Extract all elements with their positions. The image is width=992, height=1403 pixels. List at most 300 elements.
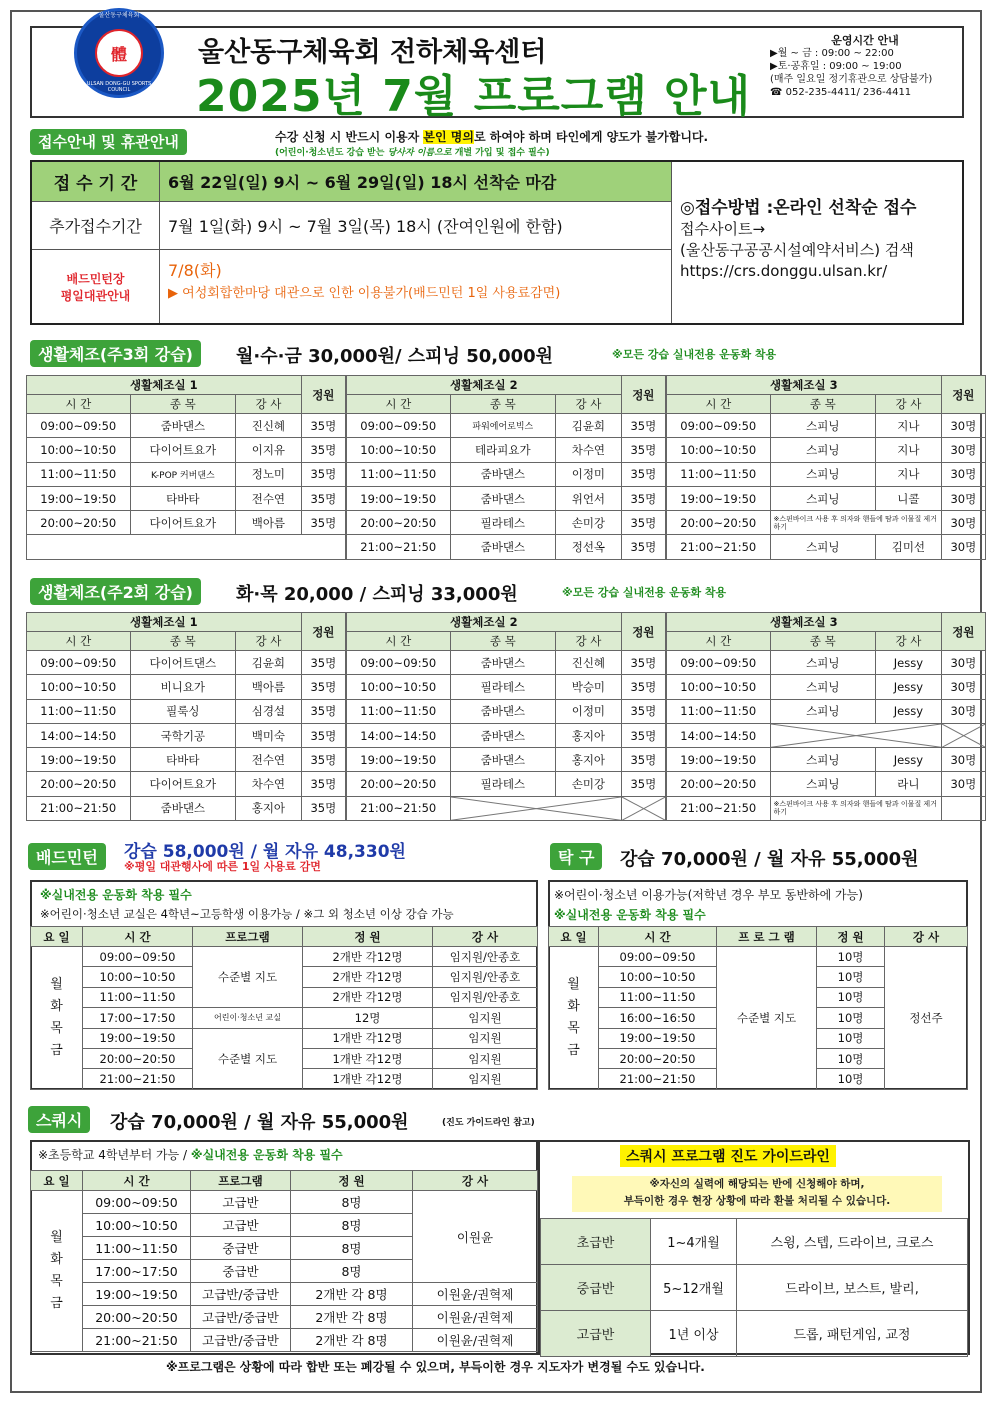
column-header: 요 일 [31, 927, 83, 947]
program-cell: 국학기공 [130, 723, 236, 747]
program-cell: 줌바댄스 [450, 699, 556, 723]
capacity-cell: 2개반 각12명 [303, 947, 433, 967]
guide-row [541, 1265, 968, 1311]
skills-cell: 드롭, 패턴게임, 교정 [737, 1311, 968, 1357]
reg-additional-value: 7월 1일(화) 9시 ~ 7월 3일(목) 18시 (잔여인원에 한함) [168, 217, 563, 236]
column-header: 프로그램 [191, 1171, 291, 1191]
capacity-cell: 35명 [301, 462, 345, 486]
instructor-cell: 이지유 [236, 438, 301, 462]
program-cell: 스피닝 [770, 675, 876, 699]
column-header: 종 목 [770, 395, 876, 414]
capacity-cell: 1개반 각12명 [303, 1028, 433, 1048]
capacity-cell: 35명 [621, 438, 665, 462]
schedule-row [347, 486, 666, 510]
program-cell: K-POP 커버댄스 [130, 462, 236, 486]
time-cell: 10:00~10:50 [667, 438, 771, 462]
reg-additional-row [32, 202, 672, 250]
page-title: 2025년 7월 프로그램 안내 [196, 71, 752, 122]
time-cell: 21:00~21:50 [83, 1329, 191, 1352]
registration-box [30, 160, 964, 325]
capacity-cell: 35명 [301, 675, 345, 699]
schedule-row [667, 462, 986, 486]
time-cell: 20:00~20:50 [347, 772, 451, 796]
capacity-cell: 1개반 각12명 [303, 1048, 433, 1068]
capacity-cell: 30명 [941, 414, 985, 438]
spin-notice: ※스핀바이크 사용 후 의자와 핸들에 땀과 이물질 제거하기 [770, 511, 941, 535]
column-header: 요 일 [31, 1171, 83, 1191]
schedule-row [27, 772, 346, 796]
program-cell: 필라테스 [450, 772, 556, 796]
program-cell: 비니요가 [130, 675, 236, 699]
instructor-cell: 지나 [876, 438, 941, 462]
badminton-price-note: ※평일 대관행사에 따른 1일 사용료 감면 [124, 860, 321, 873]
hours-phone: ☎ 052-235-4411/ 236-4411 [770, 87, 912, 98]
column-header: 강 사 [556, 632, 621, 651]
program-cell: 스피닝 [770, 772, 876, 796]
reg-additional-label: 추가접수기간 [32, 202, 160, 249]
program-cell: 수준별 지도 [717, 947, 817, 1090]
instructor-cell: 김윤희 [556, 414, 621, 438]
tabletennis-table [548, 926, 968, 1090]
instructor-cell: 전수연 [236, 748, 301, 772]
capacity-cell: 8명 [291, 1260, 413, 1283]
method-search: (울산동구공공시설예약서비스) 검색 [680, 241, 914, 259]
program-cell: 줌바댄스 [450, 651, 556, 675]
capacity-cell: 30명 [941, 535, 985, 559]
tabletennis-price: 강습 70,000원 / 월 자유 55,000원 [620, 849, 919, 870]
notice-line1: 수강 신청 시 반드시 이용자 본인 명의로 하여야 하며 타인에게 양도가 불가합니다. [275, 130, 709, 144]
level-cell: 초급반 [541, 1219, 651, 1265]
program-cell: 다이어트요가 [130, 438, 236, 462]
instructor-cell: 홍지아 [236, 796, 301, 820]
time-cell: 19:00~19:50 [667, 486, 771, 510]
capacity-cell: 10명 [817, 1069, 885, 1089]
method-url[interactable]: https://crs.donggu.ulsan.kr/ [680, 262, 888, 280]
column-header: 시 간 [347, 632, 451, 651]
room-name: 생활체조실 2 [347, 376, 622, 395]
method-site: 접수사이트→ [680, 220, 766, 238]
time-cell: 11:00~11:50 [347, 462, 451, 486]
time-cell: 19:00~19:50 [599, 1028, 717, 1048]
footer-note: ※프로그램은 상황에 따라 합반 또는 폐강될 수 있으며, 부득이한 경우 지도자가 변경될 수도 있습니다. [166, 1360, 705, 1374]
badminton-note2: ※어린이·청소년 교실은 4학년~고등학생 이용가능 / ※그 외 청소년 이상 강습 가능 [40, 907, 454, 921]
program-cell: 줌바댄스 [130, 414, 236, 438]
schedule-row [667, 699, 986, 723]
instructor-cell: 임지원/안종호 [433, 947, 538, 967]
registration-method [680, 198, 960, 282]
room-name: 생활체조실 3 [667, 376, 942, 395]
instructor-cell: 임지원 [433, 1048, 538, 1068]
program-cell: 스피닝 [770, 486, 876, 510]
capacity-cell: 30명 [941, 462, 985, 486]
capacity-cell: 35명 [301, 796, 345, 820]
schedule-row [347, 462, 666, 486]
program-cell: 줌바댄스 [450, 748, 556, 772]
logo-ring-bottom: ULSAN DONG-GU SPORTS COUNCIL [86, 81, 152, 93]
capacity-cell: 8명 [291, 1237, 413, 1260]
time-cell: 17:00~17:50 [83, 1008, 193, 1028]
capacity-cell: 10명 [817, 987, 885, 1007]
time-cell: 14:00~14:50 [27, 723, 131, 747]
capacity-cell: 35명 [301, 511, 345, 535]
capacity-cell [941, 796, 985, 820]
program-cell: 중급반 [191, 1260, 291, 1283]
time-cell: 21:00~21:50 [667, 796, 771, 820]
f3-room3-table [666, 375, 986, 560]
time-cell: 11:00~11:50 [27, 462, 131, 486]
column-header: 시 간 [599, 927, 717, 947]
time-cell: 20:00~20:50 [83, 1048, 193, 1068]
program-cell: 고급반/중급반 [191, 1306, 291, 1329]
time-cell: 21:00~21:50 [347, 535, 451, 559]
schedule-row [667, 438, 986, 462]
capacity-header: 정원 [941, 376, 985, 414]
column-header: 시 간 [27, 395, 131, 414]
column-header: 정 원 [291, 1171, 413, 1191]
program-cell: 타바타 [130, 486, 236, 510]
capacity-cell: 35명 [301, 438, 345, 462]
instructor-cell: 백미숙 [236, 723, 301, 747]
time-cell: 14:00~14:50 [667, 723, 771, 747]
time-cell: 09:00~09:50 [347, 651, 451, 675]
time-cell: 20:00~20:50 [599, 1048, 717, 1068]
column-header: 강 사 [433, 927, 538, 947]
capacity-cell: 30명 [941, 651, 985, 675]
capacity-cell: 2개반 각 8명 [291, 1329, 413, 1352]
skills-cell: 드라이브, 보스트, 발리, [737, 1265, 968, 1311]
fitness3-price: 월·수·금 30,000원/ 스피닝 50,000원 [236, 346, 554, 367]
time-cell: 10:00~10:50 [599, 967, 717, 987]
column-header: 종 목 [130, 632, 236, 651]
schedule-row [667, 535, 986, 559]
schedule-row [667, 511, 986, 535]
instructor-cell: 전수연 [236, 486, 301, 510]
tabletennis-note2: ※실내전용 운동화 착용 필수 [554, 908, 706, 922]
schedule-row [667, 486, 986, 510]
guide-row [541, 1219, 968, 1265]
time-cell: 10:00~10:50 [347, 438, 451, 462]
level-cell: 중급반 [541, 1265, 651, 1311]
notice-tag: 접수안내 및 휴관안내 [30, 129, 187, 155]
instructor-cell: Jessy [876, 651, 941, 675]
duration-cell: 1년 이상 [651, 1311, 737, 1357]
instructor-cell: 정선주 [885, 947, 968, 1090]
level-cell: 고급반 [541, 1311, 651, 1357]
fitness2-tag: 생활체조(주2회 강습) [30, 578, 201, 605]
hours-title: 운영시간 안내 [831, 34, 899, 47]
logo-ring-top: 울산동구체육회 [98, 12, 140, 19]
capacity-cell: 35명 [621, 651, 665, 675]
schedule-row [347, 675, 666, 699]
capacity-cell: 35명 [301, 723, 345, 747]
tabletennis-note1: ※어린이·청소년 이용가능(저학년 경우 부모 동반하에 가능) [554, 888, 863, 902]
time-cell: 09:00~09:50 [83, 1191, 191, 1214]
instructor-cell: 김윤희 [236, 651, 301, 675]
program-cell: 타바타 [130, 748, 236, 772]
fitness3-tag: 생활체조(주3회 강습) [30, 340, 201, 367]
program-cell: 수준별 지도 [193, 947, 303, 1008]
empty-slot [770, 723, 941, 747]
time-cell: 21:00~21:50 [347, 796, 451, 820]
instructor-cell: 손미강 [556, 511, 621, 535]
column-header: 프로그램 [193, 927, 303, 947]
schedule-row [27, 651, 346, 675]
fitness3-note: ※모든 강습 실내전용 운동화 착용 [612, 348, 777, 361]
schedule-row [27, 414, 346, 438]
capacity-cell: 35명 [621, 486, 665, 510]
column-header: 종 목 [450, 395, 556, 414]
capacity-cell: 30명 [941, 675, 985, 699]
column-header: 강 사 [236, 395, 301, 414]
capacity-cell: 35명 [301, 486, 345, 510]
time-cell: 19:00~19:50 [83, 1283, 191, 1306]
time-cell: 19:00~19:50 [83, 1028, 193, 1048]
program-cell: 줌바댄스 [130, 796, 236, 820]
column-header: 시 간 [347, 395, 451, 414]
program-cell: 스피닝 [770, 438, 876, 462]
capacity-cell: 35명 [621, 535, 665, 559]
column-header: 강 사 [236, 632, 301, 651]
schedule-row [27, 675, 346, 699]
badminton-note1: ※실내전용 운동화 착용 필수 [40, 888, 192, 902]
badminton-rental-detail: ▶ 여성회합한마당 대관으로 인한 이용불가(배드민턴 1일 사용료감면) [168, 286, 561, 301]
center-name: 울산동구체육회 전하체육센터 [198, 37, 547, 68]
days-cell: 월 화 목 금 [31, 947, 83, 1090]
capacity-cell: 35명 [621, 511, 665, 535]
capacity-cell: 10명 [817, 1028, 885, 1048]
column-header: 정 원 [817, 927, 885, 947]
schedule-row [27, 486, 346, 510]
time-cell: 10:00~10:50 [347, 675, 451, 699]
instructor-cell: 이원윤/권혁제 [413, 1283, 538, 1306]
hours-weekend: ▶토·공휴일 : 09:00 ~ 19:00 [770, 61, 902, 72]
time-cell: 21:00~21:50 [27, 796, 131, 820]
time-cell: 20:00~20:50 [667, 772, 771, 796]
badminton-table [30, 926, 538, 1090]
time-cell: 20:00~20:50 [83, 1306, 191, 1329]
schedule-row [31, 1028, 538, 1048]
instructor-cell: 임지원 [433, 1008, 538, 1028]
schedule-row [27, 723, 346, 747]
schedule-row [347, 699, 666, 723]
capacity-cell: 12명 [303, 1008, 433, 1028]
capacity-cell: 2개반 각 8명 [291, 1283, 413, 1306]
instructor-cell: 이정미 [556, 699, 621, 723]
fitness2-note: ※모든 강습 실내전용 운동화 착용 [562, 586, 727, 599]
capacity-cell: 30명 [941, 438, 985, 462]
capacity-cell: 8명 [291, 1214, 413, 1237]
time-cell: 17:00~17:50 [83, 1260, 191, 1283]
instructor-cell: 김미선 [876, 535, 941, 559]
squash-guide-table [540, 1218, 968, 1357]
room-name: 생활체조실 2 [347, 613, 622, 632]
program-cell: 중급반 [191, 1237, 291, 1260]
column-header: 종 목 [450, 632, 556, 651]
time-cell: 09:00~09:50 [599, 947, 717, 967]
time-cell: 20:00~20:50 [27, 511, 131, 535]
empty-capacity [941, 723, 985, 747]
instructor-cell: 이원윤 [413, 1191, 538, 1283]
schedule-row [347, 772, 666, 796]
f3-room2-table [346, 375, 666, 560]
schedule-row [667, 723, 986, 747]
reg-period-row [32, 162, 672, 202]
capacity-cell: 35명 [621, 414, 665, 438]
instructor-cell: 정노미 [236, 462, 301, 486]
capacity-cell: 30명 [941, 772, 985, 796]
capacity-cell: 2개반 각12명 [303, 967, 433, 987]
column-header: 강 사 [876, 395, 941, 414]
program-cell: 줌바댄스 [450, 486, 556, 510]
empty-slot [450, 796, 621, 820]
schedule-row [347, 723, 666, 747]
time-cell: 20:00~20:50 [667, 511, 771, 535]
program-cell: 스피닝 [770, 651, 876, 675]
capacity-cell: 35명 [621, 699, 665, 723]
room-name: 생활체조실 1 [27, 376, 302, 395]
schedule-row [347, 438, 666, 462]
column-header: 종 목 [770, 632, 876, 651]
program-cell: 스피닝 [770, 535, 876, 559]
schedule-row [667, 772, 986, 796]
program-cell: 스피닝 [770, 748, 876, 772]
time-cell: 11:00~11:50 [347, 699, 451, 723]
capacity-cell: 10명 [817, 967, 885, 987]
capacity-cell: 30명 [941, 486, 985, 510]
time-cell: 09:00~09:50 [83, 947, 193, 967]
hours-weekday: ▶월 ~ 금 : 09:00 ~ 22:00 [770, 48, 894, 59]
time-cell: 09:00~09:50 [347, 414, 451, 438]
schedule-row [31, 1191, 538, 1214]
squash-price: 강습 70,000원 / 월 자유 55,000원 [110, 1112, 409, 1133]
column-header: 정 원 [303, 927, 433, 947]
f2-room3-table [666, 612, 986, 821]
fitness2-price: 화·목 20,000 / 스피닝 33,000원 [236, 584, 518, 605]
program-cell: 어린이·청소년 교실 [193, 1008, 303, 1028]
logo-mark: 體 [95, 29, 143, 77]
instructor-cell: 손미강 [556, 772, 621, 796]
program-cell: 스피닝 [770, 414, 876, 438]
program-cell: 고급반/중급반 [191, 1283, 291, 1306]
time-cell: 11:00~11:50 [667, 699, 771, 723]
column-header: 종 목 [130, 395, 236, 414]
schedule-row [27, 796, 346, 820]
capacity-cell: 10명 [817, 1008, 885, 1028]
column-header: 시 간 [83, 1171, 191, 1191]
squash-table [30, 1170, 538, 1352]
time-cell: 19:00~19:50 [27, 486, 131, 510]
schedule-row [667, 651, 986, 675]
reg-period-value: 6월 22일(일) 9시 ~ 6월 29일(일) 18시 선착순 마감 [168, 173, 557, 192]
time-cell: 09:00~09:50 [27, 414, 131, 438]
schedule-row [31, 1283, 538, 1306]
time-cell: 10:00~10:50 [83, 967, 193, 987]
schedule-row [27, 462, 346, 486]
column-header: 강 사 [885, 927, 968, 947]
instructor-cell: 니콜 [876, 486, 941, 510]
guide-row [541, 1311, 968, 1357]
badminton-rental-date: 7/8(화) [168, 261, 222, 280]
time-cell: 11:00~11:50 [599, 987, 717, 1007]
capacity-cell: 35명 [301, 414, 345, 438]
time-cell: 16:00~16:50 [599, 1008, 717, 1028]
squash-note: ※초등학교 4학년부터 가능 / ※실내전용 운동화 착용 필수 [38, 1148, 343, 1162]
schedule-row [27, 438, 346, 462]
capacity-cell: 10명 [817, 1048, 885, 1068]
schedule-row [31, 947, 538, 967]
time-cell: 10:00~10:50 [83, 1214, 191, 1237]
schedule-row [667, 796, 986, 820]
instructor-cell: Jessy [876, 748, 941, 772]
schedule-row [31, 1329, 538, 1352]
schedule-row [31, 1008, 538, 1028]
time-cell: 11:00~11:50 [83, 1237, 191, 1260]
program-cell: 테라피요가 [450, 438, 556, 462]
time-cell: 20:00~20:50 [347, 511, 451, 535]
schedule-row [31, 1306, 538, 1329]
instructor-cell: 이원윤/권혁제 [413, 1306, 538, 1329]
instructor-cell: 임지원/안종호 [433, 967, 538, 987]
room-name: 생활체조실 1 [27, 613, 302, 632]
schedule-row [549, 947, 968, 967]
column-header: 강 사 [876, 632, 941, 651]
f2-room1-table [26, 612, 346, 821]
schedule-row [27, 699, 346, 723]
instructor-cell: 백아름 [236, 511, 301, 535]
skills-cell: 스윙, 스텝, 드라이브, 크로스 [737, 1219, 968, 1265]
instructor-cell: 박승미 [556, 675, 621, 699]
capacity-header: 정원 [941, 613, 985, 651]
capacity-header: 정원 [621, 376, 665, 414]
instructor-cell: 심경설 [236, 699, 301, 723]
method-title: ◎접수방법 :온라인 선착순 접수 [680, 198, 917, 218]
capacity-cell: 30명 [941, 511, 985, 535]
room-name: 생활체조실 3 [667, 613, 942, 632]
instructor-cell: 차수연 [236, 772, 301, 796]
f2-room2-table [346, 612, 666, 821]
time-cell: 19:00~19:50 [667, 748, 771, 772]
program-cell: 줌바댄스 [450, 535, 556, 559]
time-cell: 09:00~09:50 [27, 651, 131, 675]
time-cell: 19:00~19:50 [347, 748, 451, 772]
instructor-cell: 차수연 [556, 438, 621, 462]
instructor-cell: 임지원 [433, 1028, 538, 1048]
time-cell: 09:00~09:50 [667, 414, 771, 438]
capacity-cell: 35명 [301, 748, 345, 772]
schedule-row [347, 511, 666, 535]
capacity-cell: 10명 [817, 947, 885, 967]
schedule-row [667, 414, 986, 438]
time-cell: 19:00~19:50 [347, 486, 451, 510]
instructor-cell: Jessy [876, 699, 941, 723]
time-cell: 09:00~09:50 [667, 651, 771, 675]
program-cell: 필라테스 [450, 511, 556, 535]
time-cell: 10:00~10:50 [27, 438, 131, 462]
program-cell: 줌바댄스 [450, 723, 556, 747]
instructor-cell: 백아름 [236, 675, 301, 699]
capacity-cell: 35명 [301, 699, 345, 723]
instructor-cell: Jessy [876, 675, 941, 699]
instructor-cell: 지나 [876, 462, 941, 486]
capacity-header: 정원 [301, 613, 345, 651]
capacity-cell: 35명 [621, 675, 665, 699]
column-header: 강 사 [413, 1171, 538, 1191]
capacity-cell: 30명 [941, 748, 985, 772]
badminton-rental-row [32, 250, 672, 323]
squash-guide-title: 스쿼시 프로그램 진도 가이드라인 [620, 1145, 836, 1167]
badminton-tag: 배드민턴 [28, 843, 106, 870]
capacity-cell: 8명 [291, 1191, 413, 1214]
